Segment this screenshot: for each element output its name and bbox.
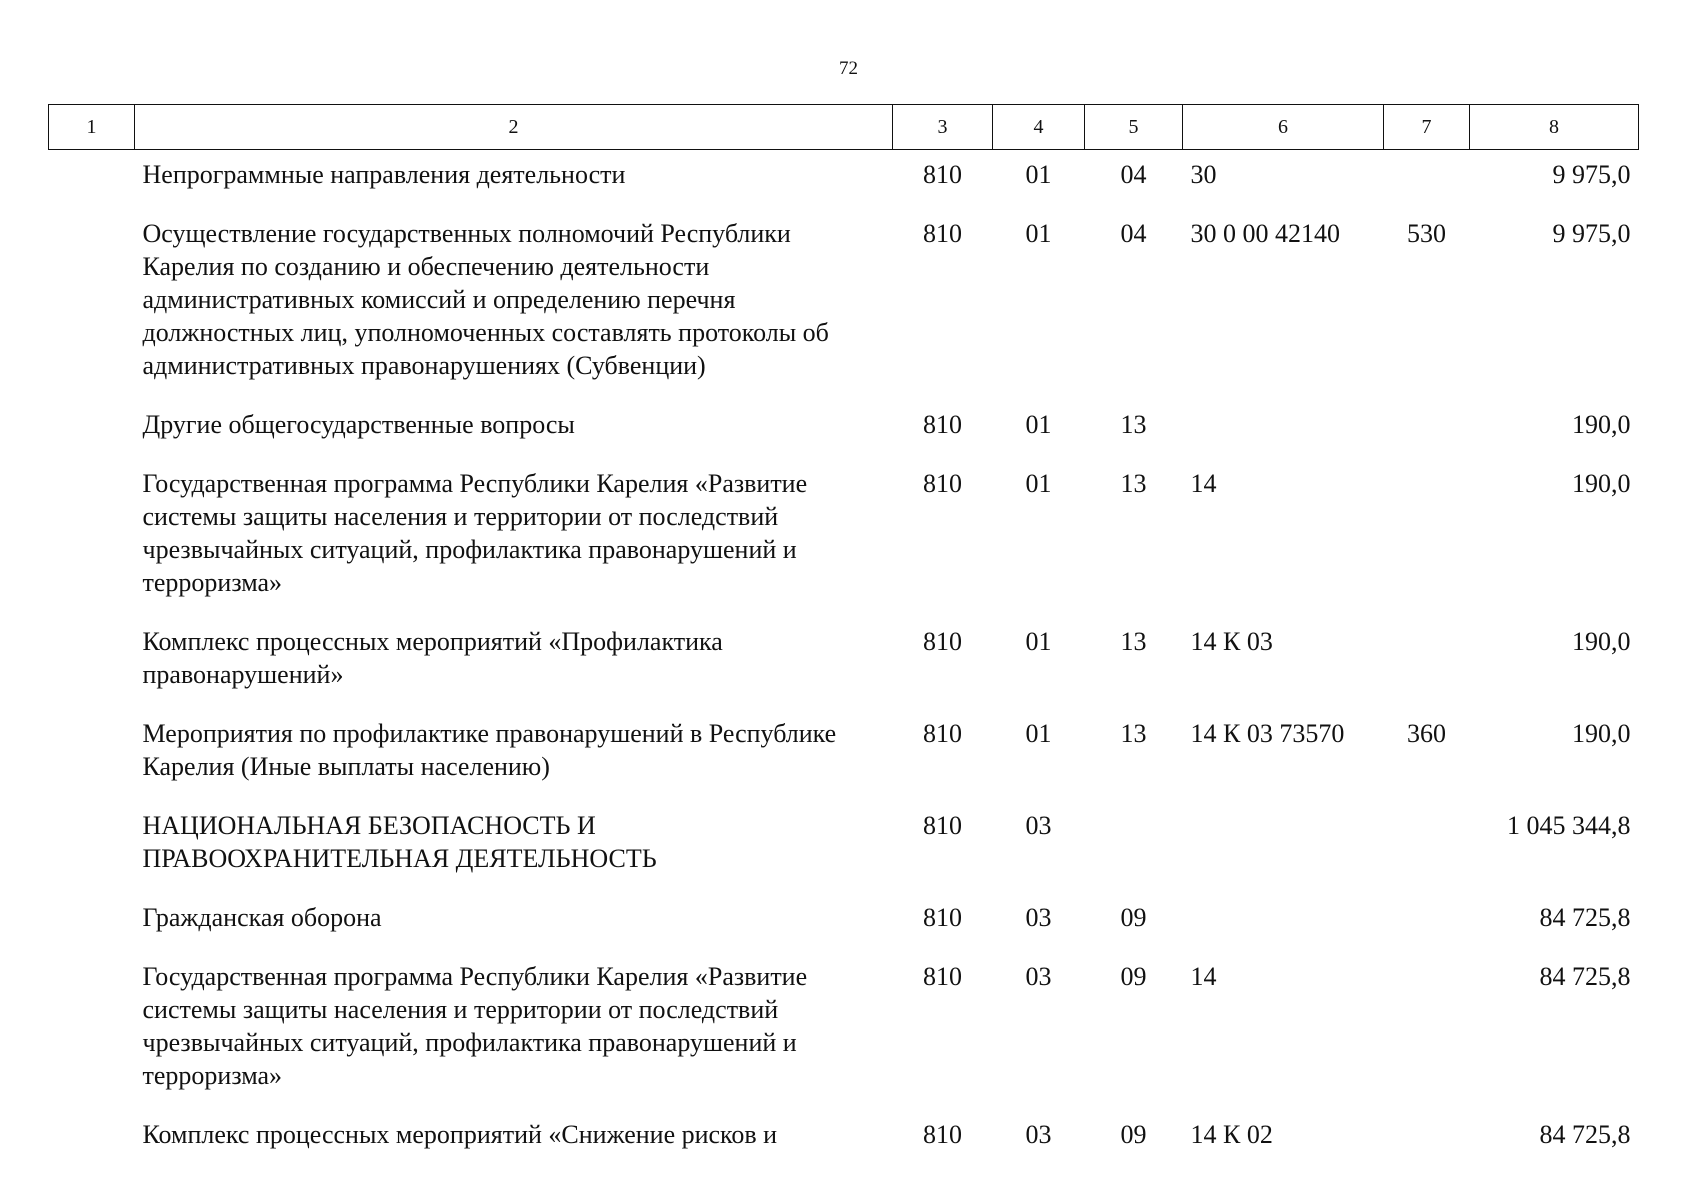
description-cell: Другие общегосударственные вопросы — [142, 410, 575, 439]
subsection-code-cell: 13 — [1120, 719, 1147, 748]
table-row — [49, 204, 1639, 395]
header-cell: 2 — [135, 105, 893, 150]
expense-type-cell — [1384, 888, 1470, 947]
target-article-cell: 14 К 03 — [1190, 627, 1273, 656]
header-cell: 8 — [1470, 105, 1639, 150]
expense-type-cell: 530 — [1407, 219, 1446, 248]
row-index-cell — [49, 204, 135, 395]
admin-code-cell: 810 — [923, 410, 962, 439]
admin-code-cell: 810 — [923, 627, 962, 656]
target-article-cell: 30 — [1190, 160, 1217, 189]
header-cell: 1 — [49, 105, 135, 150]
table-row — [49, 796, 1639, 888]
description-cell: НАЦИОНАЛЬНАЯ БЕЗОПАСНОСТЬ И ПРАВООХРАНИТЕЛЬНАЯ ДЕЯТЕЛЬНОСТЬ — [142, 811, 657, 873]
subsection-code-cell: 09 — [1120, 1120, 1147, 1149]
expense-type-cell — [1384, 612, 1470, 704]
target-article-cell: 14 К 02 — [1190, 1120, 1273, 1149]
amount-cell: 84 725,8 — [1539, 962, 1631, 991]
expense-type-cell — [1384, 796, 1470, 888]
header-cell: 3 — [893, 105, 993, 150]
subsection-code-cell: 09 — [1120, 903, 1147, 932]
admin-code-cell: 810 — [923, 719, 962, 748]
admin-code-cell: 810 — [923, 962, 962, 991]
subsection-code-cell — [1085, 796, 1183, 888]
amount-cell: 9 975,0 — [1552, 219, 1631, 248]
table-row — [49, 612, 1639, 704]
admin-code-cell: 810 — [923, 469, 962, 498]
subsection-code-cell: 04 — [1120, 160, 1147, 189]
section-code-cell: 01 — [1025, 219, 1052, 248]
header-cell: 4 — [993, 105, 1085, 150]
expense-type-cell: 360 — [1407, 719, 1446, 748]
subsection-code-cell: 13 — [1120, 627, 1147, 656]
section-code-cell: 03 — [1025, 903, 1052, 932]
amount-cell: 84 725,8 — [1539, 903, 1631, 932]
subsection-code-cell: 13 — [1120, 410, 1147, 439]
row-index-cell — [49, 796, 135, 888]
section-code-cell: 01 — [1025, 469, 1052, 498]
header-cell: 6 — [1183, 105, 1384, 150]
section-code-cell: 03 — [1025, 811, 1052, 840]
row-index-cell — [49, 612, 135, 704]
expense-type-cell — [1384, 1105, 1470, 1164]
table-row — [49, 888, 1639, 947]
target-article-cell — [1183, 796, 1384, 888]
admin-code-cell: 810 — [923, 811, 962, 840]
target-article-cell — [1183, 888, 1384, 947]
amount-cell: 84 725,8 — [1539, 1120, 1631, 1149]
target-article-cell: 14 К 03 73570 — [1190, 719, 1345, 748]
amount-cell: 190,0 — [1572, 410, 1631, 439]
header-row — [49, 105, 1639, 150]
target-article-cell: 14 — [1190, 469, 1217, 498]
admin-code-cell: 810 — [923, 1120, 962, 1149]
section-code-cell: 03 — [1025, 1120, 1052, 1149]
amount-cell: 1 045 344,8 — [1507, 811, 1631, 840]
target-article-cell: 14 — [1190, 962, 1217, 991]
expense-type-cell — [1384, 395, 1470, 454]
page-number: 72 — [839, 58, 858, 79]
description-cell: Мероприятия по профилактике правонарушений в Республике Карелия (Иные выплаты населению) — [142, 719, 837, 781]
row-index-cell — [49, 947, 135, 1105]
row-index-cell — [49, 1105, 135, 1164]
table-row — [49, 454, 1639, 612]
amount-cell: 190,0 — [1572, 469, 1631, 498]
description-cell: Непрограммные направления деятельности — [142, 160, 626, 189]
description-cell: Комплекс процессных мероприятий «Снижение рисков и — [142, 1120, 778, 1149]
admin-code-cell: 810 — [923, 903, 962, 932]
row-index-cell — [49, 888, 135, 947]
table-row — [49, 704, 1639, 796]
section-code-cell: 03 — [1025, 962, 1052, 991]
subsection-code-cell: 13 — [1120, 469, 1147, 498]
header-cell: 7 — [1384, 105, 1470, 150]
target-article-cell — [1183, 395, 1384, 454]
description-cell: Осуществление государственных полномочий Республики Карелия по созданию и обеспечению деятельности административных комиссий и определению перечня должностных лиц, уполномоченных составлять протоколы об административных правонарушениях (Субвенции) — [142, 219, 829, 380]
description-cell: Гражданская оборона — [142, 903, 382, 932]
expense-type-cell — [1384, 150, 1470, 205]
row-index-cell — [49, 454, 135, 612]
budget-table — [48, 104, 1639, 1164]
expense-type-cell — [1384, 454, 1470, 612]
section-code-cell: 01 — [1025, 719, 1052, 748]
table-row — [49, 1105, 1639, 1164]
subsection-code-cell: 04 — [1120, 219, 1147, 248]
section-code-cell: 01 — [1025, 160, 1052, 189]
section-code-cell: 01 — [1025, 410, 1052, 439]
subsection-code-cell: 09 — [1120, 962, 1147, 991]
admin-code-cell: 810 — [923, 160, 962, 189]
table-row — [49, 395, 1639, 454]
description-cell: Государственная программа Республики Карелия «Развитие системы защиты населения и территории от последствий чрезвычайных ситуаций, профилактика правонарушений и терроризма» — [142, 962, 808, 1090]
amount-cell: 190,0 — [1572, 627, 1631, 656]
amount-cell: 9 975,0 — [1552, 160, 1631, 189]
description-cell: Государственная программа Республики Карелия «Развитие системы защиты населения и территории от последствий чрезвычайных ситуаций, профилактика правонарушений и терроризма» — [142, 469, 808, 597]
target-article-cell: 30 0 00 42140 — [1190, 219, 1340, 248]
admin-code-cell: 810 — [923, 219, 962, 248]
table-row — [49, 947, 1639, 1105]
expense-type-cell — [1384, 947, 1470, 1105]
amount-cell: 190,0 — [1572, 719, 1631, 748]
header-cell: 5 — [1085, 105, 1183, 150]
description-cell: Комплекс процессных мероприятий «Профилактика правонарушений» — [142, 627, 723, 689]
table-row — [49, 150, 1639, 205]
row-index-cell — [49, 395, 135, 454]
row-index-cell — [49, 150, 135, 205]
section-code-cell: 01 — [1025, 627, 1052, 656]
row-index-cell — [49, 704, 135, 796]
